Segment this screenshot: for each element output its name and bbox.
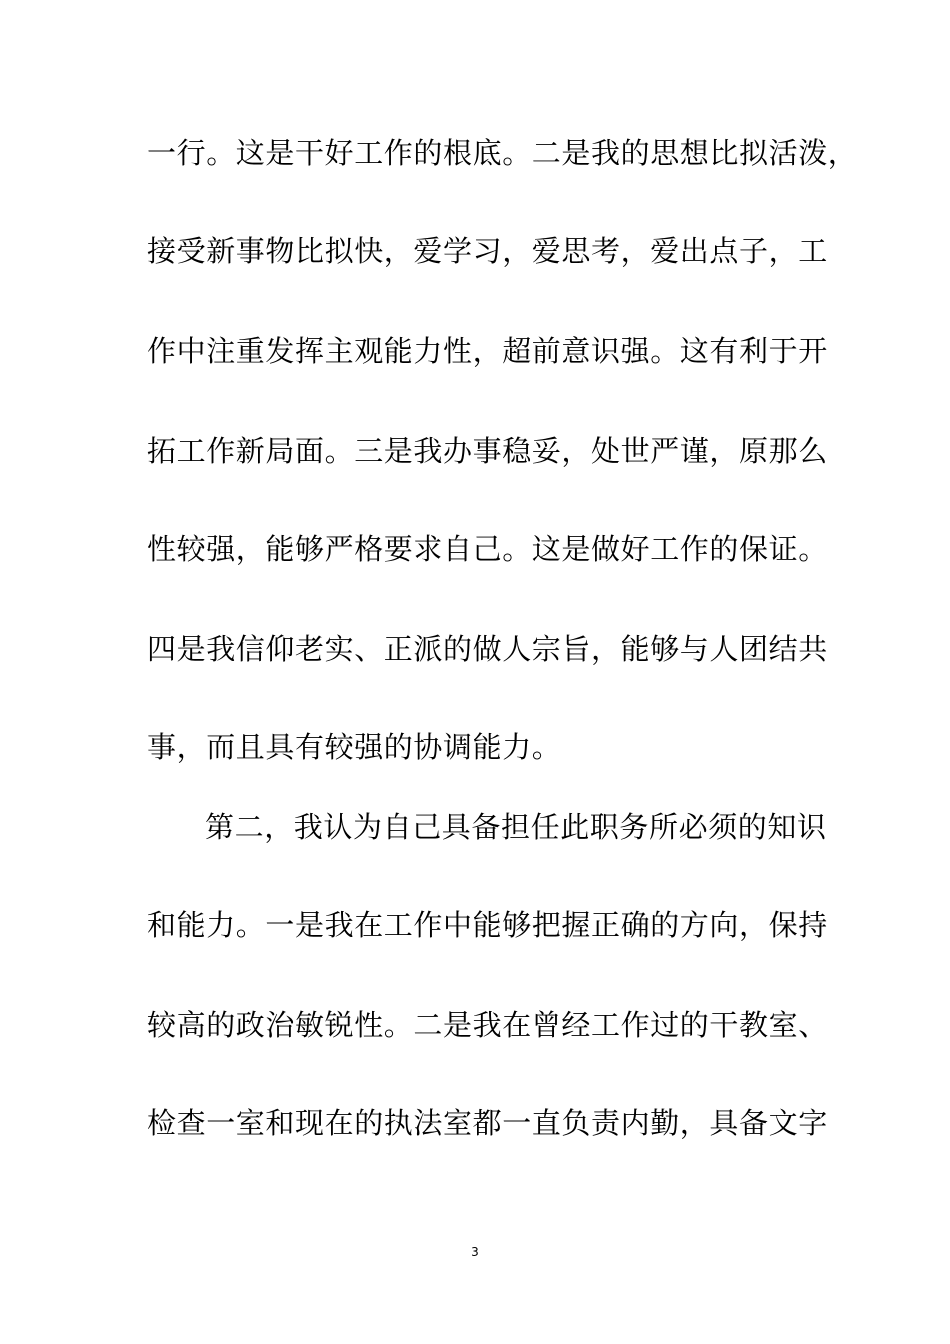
text-line-3: 作中注重发挥主观能力性，超前意识强。这有利于开 [147, 334, 828, 368]
text-line-4: 拓工作新局面。三是我办事稳妥，处世严谨，原那么 [147, 434, 828, 468]
text-line-6: 四是我信仰老实、正派的做人宗旨，能够与人团结共 [147, 632, 828, 666]
text-line-7: 事，而且具有较强的协调能力。 [147, 730, 562, 764]
text-line-10: 较高的政治敏锐性。二是我在曾经工作过的干教室、 [147, 1008, 828, 1042]
text-line-5: 性较强，能够严格要求自己。这是做好工作的保证。 [147, 532, 828, 566]
page-number: 3 [471, 1245, 479, 1259]
text-line-2: 接受新事物比拟快，爱学习，爱思考，爱出点子，工 [147, 234, 828, 268]
text-line-1: 一行。这是干好工作的根底。二是我的思想比拟活泼， [147, 136, 858, 170]
paragraph-start-line: 第二，我认为自己具备担任此职务所必须的知识 [205, 810, 827, 844]
text-line-9: 和能力。一是我在工作中能够把握正确的方向，保持 [147, 908, 828, 942]
text-line-11: 检查一室和现在的执法室都一直负责内勤，具备文字 [147, 1106, 828, 1140]
